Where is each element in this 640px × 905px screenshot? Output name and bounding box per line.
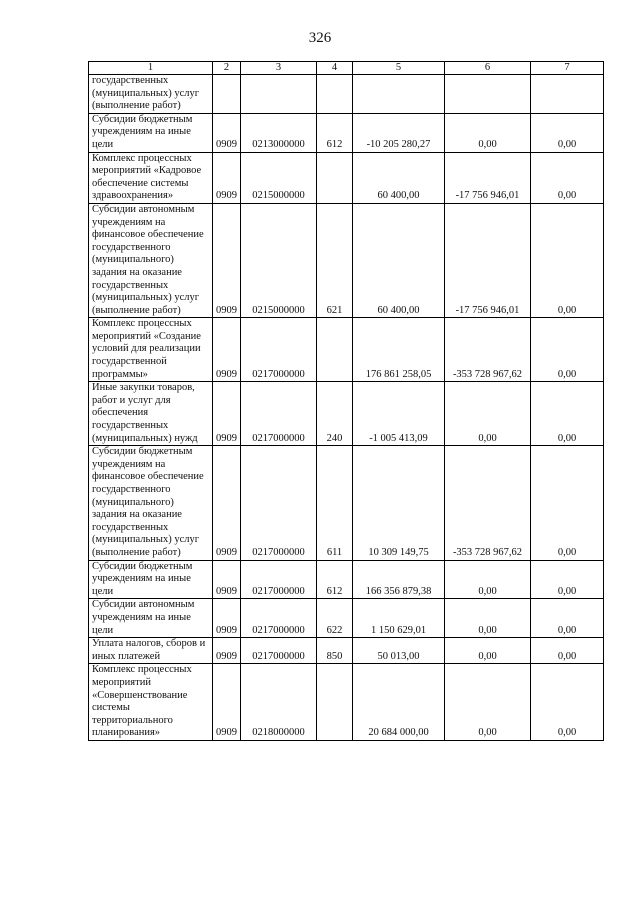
amount-col5-cell: 1 150 629,01: [353, 599, 445, 638]
table-row: [89, 446, 604, 560]
section-code-cell: 0909: [213, 113, 241, 152]
section-code-cell: 0909: [213, 203, 241, 317]
table-row: [89, 638, 604, 664]
amount-col6-cell: [445, 75, 531, 114]
column-header: 1: [89, 62, 213, 75]
article-code-cell: 0217000000: [241, 318, 317, 382]
section-code-cell: 0909: [213, 638, 241, 664]
amount-col7-cell: 0,00: [531, 318, 604, 382]
section-code-cell: 0909: [213, 318, 241, 382]
amount-col5-cell: 20 684 000,00: [353, 664, 445, 741]
amount-col5-cell: 10 309 149,75: [353, 446, 445, 560]
expense-type-cell: 612: [317, 560, 353, 599]
table-row: [89, 203, 604, 317]
row-name-cell: Субсидии бюджетным учреждениям на финансовое обеспечение государственного (муниципального) задания на оказание государственных (муниципальных) услуг (выполнение работ): [89, 446, 213, 560]
row-name-cell: Уплата налогов, сборов и иных платежей: [89, 638, 213, 664]
table-header: [89, 62, 604, 75]
row-name-cell: Субсидии бюджетным учреждениям на иные цели: [89, 113, 213, 152]
column-header: 6: [445, 62, 531, 75]
amount-col7-cell: 0,00: [531, 599, 604, 638]
amount-col6-cell: 0,00: [445, 113, 531, 152]
article-code-cell: 0217000000: [241, 638, 317, 664]
expense-type-cell: [317, 75, 353, 114]
amount-col5-cell: 50 013,00: [353, 638, 445, 664]
section-code-cell: [213, 75, 241, 114]
table-row: [89, 318, 604, 382]
column-header: 7: [531, 62, 604, 75]
article-code-cell: 0217000000: [241, 382, 317, 446]
article-code-cell: [241, 75, 317, 114]
expense-type-cell: 621: [317, 203, 353, 317]
amount-col5-cell: 176 861 258,05: [353, 318, 445, 382]
table-row: [89, 75, 604, 114]
amount-col6-cell: 0,00: [445, 599, 531, 638]
column-header: 5: [353, 62, 445, 75]
amount-col5-cell: -1 005 413,09: [353, 382, 445, 446]
table-row: [89, 560, 604, 599]
amount-col5-cell: -10 205 280,27: [353, 113, 445, 152]
amount-col5-cell: [353, 75, 445, 114]
amount-col7-cell: 0,00: [531, 664, 604, 741]
amount-col6-cell: -17 756 946,01: [445, 203, 531, 317]
budget-table: [88, 61, 604, 741]
expense-type-cell: 850: [317, 638, 353, 664]
row-name-cell: Комплекс процессных мероприятий «Создание условий для реализации государственной программы»: [89, 318, 213, 382]
article-code-cell: 0218000000: [241, 664, 317, 741]
amount-col7-cell: 0,00: [531, 113, 604, 152]
row-name-cell: государственных (муниципальных) услуг (выполнение работ): [89, 75, 213, 114]
article-code-cell: 0215000000: [241, 152, 317, 203]
section-code-cell: 0909: [213, 599, 241, 638]
amount-col5-cell: 60 400,00: [353, 203, 445, 317]
table-body: [89, 75, 604, 741]
expense-type-cell: 611: [317, 446, 353, 560]
amount-col7-cell: 0,00: [531, 382, 604, 446]
table-row: [89, 152, 604, 203]
row-name-cell: Субсидии бюджетным учреждениям на иные цели: [89, 560, 213, 599]
section-code-cell: 0909: [213, 446, 241, 560]
expense-type-cell: 612: [317, 113, 353, 152]
expense-type-cell: [317, 152, 353, 203]
amount-col7-cell: [531, 75, 604, 114]
row-name-cell: Комплекс процессных мероприятий «Совершенствование системы территориального планирования»: [89, 664, 213, 741]
amount-col7-cell: 0,00: [531, 446, 604, 560]
amount-col7-cell: 0,00: [531, 560, 604, 599]
row-name-cell: Комплекс процессных мероприятий «Кадровое обеспечение системы здравоохранения»: [89, 152, 213, 203]
amount-col7-cell: 0,00: [531, 203, 604, 317]
amount-col6-cell: -353 728 967,62: [445, 318, 531, 382]
article-code-cell: 0215000000: [241, 203, 317, 317]
amount-col6-cell: -353 728 967,62: [445, 446, 531, 560]
amount-col5-cell: 166 356 879,38: [353, 560, 445, 599]
row-name-cell: Субсидии автономным учреждениям на иные цели: [89, 599, 213, 638]
column-header: 4: [317, 62, 353, 75]
amount-col6-cell: 0,00: [445, 382, 531, 446]
section-code-cell: 0909: [213, 664, 241, 741]
table-row: [89, 382, 604, 446]
expense-type-cell: 622: [317, 599, 353, 638]
section-code-cell: 0909: [213, 560, 241, 599]
amount-col6-cell: 0,00: [445, 638, 531, 664]
page-number: 326: [308, 30, 332, 46]
amount-col6-cell: -17 756 946,01: [445, 152, 531, 203]
row-name-cell: Иные закупки товаров, работ и услуг для обеспечения государственных (муниципальных) нужд: [89, 382, 213, 446]
column-header: 2: [213, 62, 241, 75]
expense-type-cell: 240: [317, 382, 353, 446]
table-row: [89, 664, 604, 741]
column-header: 3: [241, 62, 317, 75]
expense-type-cell: [317, 664, 353, 741]
amount-col6-cell: 0,00: [445, 560, 531, 599]
section-code-cell: 0909: [213, 152, 241, 203]
article-code-cell: 0213000000: [241, 113, 317, 152]
section-code-cell: 0909: [213, 382, 241, 446]
article-code-cell: 0217000000: [241, 446, 317, 560]
amount-col5-cell: 60 400,00: [353, 152, 445, 203]
expense-type-cell: [317, 318, 353, 382]
amount-col7-cell: 0,00: [531, 638, 604, 664]
article-code-cell: 0217000000: [241, 560, 317, 599]
amount-col7-cell: 0,00: [531, 152, 604, 203]
table-row: [89, 599, 604, 638]
amount-col6-cell: 0,00: [445, 664, 531, 741]
row-name-cell: Субсидии автономным учреждениям на финансовое обеспечение государственного (муниципального) задания на оказание государственных (муниципальных) услуг (выполнение работ): [89, 203, 213, 317]
table-row: [89, 113, 604, 152]
article-code-cell: 0217000000: [241, 599, 317, 638]
